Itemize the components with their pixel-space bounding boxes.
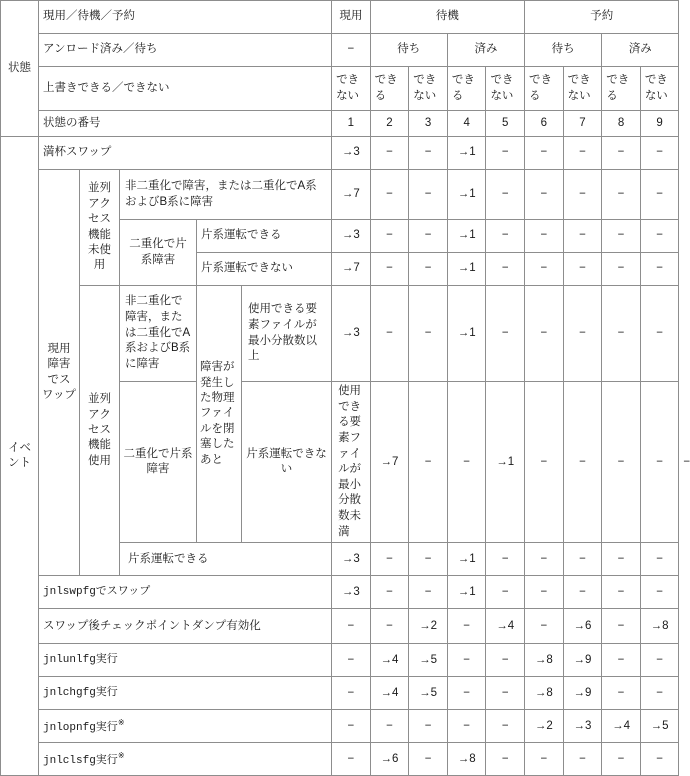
event-label-jnlclsfg [39, 743, 332, 776]
event-row-fail-swap-nondup [1, 170, 679, 220]
cell-r11-c6: →8 [525, 677, 564, 710]
cell-r7-c3: − [409, 543, 448, 576]
header-label-unload: アンロード済み／待ち [39, 34, 332, 67]
event-row-jnlopnfg [1, 710, 679, 743]
cell-r6-c5: − [525, 382, 564, 543]
cell-r1-c4: →1 [447, 137, 486, 170]
event-cond-elem-lt: 使用できる要素ファイルが最小分散数未満 [332, 382, 371, 543]
header-overwrite-5: できない [486, 67, 525, 111]
cell-r8-c4: →1 [447, 576, 486, 609]
cell-r8-c2: − [370, 576, 409, 609]
event-group-fail-swap: 現用障害でスワップ [39, 170, 80, 576]
cell-r8-c6: − [525, 576, 564, 609]
cell-r5-c2: − [370, 286, 409, 382]
cell-r11-c1: − [332, 677, 371, 710]
cell-r5-c7: − [563, 286, 602, 382]
event-row-jnlclsfg [1, 743, 679, 776]
cell-r3-c4: →1 [447, 220, 486, 253]
cell-r8-c5: − [486, 576, 525, 609]
header-unload-machi-1: 待ち [370, 34, 447, 67]
cell-r12-c5: − [486, 710, 525, 743]
cell-r8-c9: − [640, 576, 679, 609]
event-cond-single-ng-used: 片系運転できない [242, 382, 332, 543]
cell-r13-c2: →6 [370, 743, 409, 776]
event-cond-single-ok-bottom: 片系運転できる [120, 543, 332, 576]
cell-r9-c3: →2 [409, 609, 448, 644]
state-number-4: 4 [447, 111, 486, 137]
header-overwrite-6: できる [525, 67, 564, 111]
event-parallel-used: 並列アクセス機能使用 [80, 286, 120, 576]
cell-r9-c5: →4 [486, 609, 525, 644]
cell-r7-c9: − [640, 543, 679, 576]
event-cond-nondup-fail: 非二重化で障害，または二重化でA系およびB系に障害 [120, 170, 332, 220]
cell-r7-c7: − [563, 543, 602, 576]
cell-r11-c3: →5 [409, 677, 448, 710]
event-label-jnlunlfg [39, 644, 332, 677]
header-row-usage [1, 1, 679, 34]
cell-r12-c8: →4 [602, 710, 641, 743]
cell-r8-c7: − [563, 576, 602, 609]
event-cond-single-ng: 片系運転できない [197, 253, 332, 286]
cell-r13-c1: − [332, 743, 371, 776]
cell-r5-c6: − [525, 286, 564, 382]
cell-r5-c9: − [640, 286, 679, 382]
header-group-taiki: 待機 [370, 1, 524, 34]
cell-r12-c4: − [447, 710, 486, 743]
cell-r10-c2: →4 [370, 644, 409, 677]
cell-r2-c5: − [486, 170, 525, 220]
cell-r11-c5: − [486, 677, 525, 710]
cell-r5-c8: − [602, 286, 641, 382]
cell-r12-c2: − [370, 710, 409, 743]
cell-r9-c8: − [602, 609, 641, 644]
header-overwrite-7: できない [563, 67, 602, 111]
cell-r3-c8: − [602, 220, 641, 253]
axis-label-state: 状態 [1, 1, 39, 137]
state-number-2: 2 [370, 111, 409, 137]
cell-r8-c8: − [602, 576, 641, 609]
event-cond-dup-single-fail-used: 二重化で片系障害 [120, 382, 197, 543]
event-label-jnlchgfg [39, 677, 332, 710]
cell-r10-c4: − [447, 644, 486, 677]
cell-r10-c6: →8 [525, 644, 564, 677]
cell-r1-c7: − [563, 137, 602, 170]
cell-r4-c8: − [602, 253, 641, 286]
cell-r4-c5: − [486, 253, 525, 286]
cell-r4-c9: − [640, 253, 679, 286]
header-unload-machi-2: 待ち [525, 34, 602, 67]
state-number-3: 3 [409, 111, 448, 137]
cell-r6-c6: − [563, 382, 602, 543]
header-overwrite-1: できない [332, 67, 371, 111]
event-row-jnlchgfg [1, 677, 679, 710]
cell-r9-c6: − [525, 609, 564, 644]
cell-r10-c3: →5 [409, 644, 448, 677]
cell-r6-c1: →7 [370, 382, 409, 543]
event-label-jnlopnfg-text: jnlopnfg実行 [43, 721, 118, 734]
cell-r2-c1: →7 [332, 170, 371, 220]
event-cond-nondup-fail-used: 非二重化で障害，または二重化でA系およびB系に障害 [120, 286, 197, 382]
cell-r4-c3: − [409, 253, 448, 286]
cell-r11-c8: − [602, 677, 641, 710]
cell-r13-c3: − [409, 743, 448, 776]
cell-r10-c8: − [602, 644, 641, 677]
cell-r7-c1: →3 [332, 543, 371, 576]
cell-r1-c3: − [409, 137, 448, 170]
cell-r6-c3: − [447, 382, 486, 543]
cell-r11-c7: →9 [563, 677, 602, 710]
cell-r10-c9: − [640, 644, 679, 677]
cell-r13-c4: →8 [447, 743, 486, 776]
cell-r12-c3: − [409, 710, 448, 743]
cell-r6-c2: − [409, 382, 448, 543]
cell-r6-c8: − [640, 382, 679, 543]
cell-r5-c3: − [409, 286, 448, 382]
state-number-6: 6 [525, 111, 564, 137]
cell-r2-c4: →1 [447, 170, 486, 220]
event-label-jnlclsfg-text: jnlclsfg実行 [43, 754, 118, 767]
event-row-jnlswpfg [1, 576, 679, 609]
cell-r7-c4: →1 [447, 543, 486, 576]
event-label-ckpt: スワップ後チェックポイントダンプ有効化 [39, 609, 332, 644]
cell-r1-c6: − [525, 137, 564, 170]
cell-r13-c5: − [486, 743, 525, 776]
header-row-unload [1, 34, 679, 67]
event-parallel-unused: 並列アクセス機能未使用 [80, 170, 120, 286]
cell-r7-c8: − [602, 543, 641, 576]
header-row-overwrite [1, 67, 679, 111]
header-overwrite-4: できる [447, 67, 486, 111]
cell-r4-c1: →7 [332, 253, 371, 286]
cell-r3-c5: − [486, 220, 525, 253]
state-number-8: 8 [602, 111, 641, 137]
header-label-usage: 現用／待機／予約 [39, 1, 332, 34]
cell-r13-c7: − [563, 743, 602, 776]
cell-r9-c7: →6 [563, 609, 602, 644]
cell-r5-c1: →3 [332, 286, 371, 382]
header-group-yoyaku: 予約 [525, 1, 679, 34]
header-row-state-number [1, 111, 679, 137]
header-unload-sumi-2: 済み [602, 34, 679, 67]
event-row-full-swap [1, 137, 679, 170]
event-row-ckpt [1, 609, 679, 644]
event-cond-single-ok: 片系運転できる [197, 220, 332, 253]
cell-r13-c6: − [525, 743, 564, 776]
cell-r1-c1: →3 [332, 137, 371, 170]
cell-r3-c9: − [640, 220, 679, 253]
state-number-5: 5 [486, 111, 525, 137]
axis-label-event: イベント [1, 137, 39, 776]
event-cond-after-block: 障害が発生した物理ファイルを閉塞したあと [197, 286, 242, 543]
cell-r1-c5: − [486, 137, 525, 170]
cell-r10-c5: − [486, 644, 525, 677]
state-number-9: 9 [640, 111, 679, 137]
cell-r2-c9: − [640, 170, 679, 220]
state-number-1: 1 [332, 111, 371, 137]
cell-r12-c9: →5 [640, 710, 679, 743]
cell-r1-c8: − [602, 137, 641, 170]
cell-r9-c1: − [332, 609, 371, 644]
cell-r5-c5: − [486, 286, 525, 382]
cell-r1-c2: − [370, 137, 409, 170]
cell-r7-c2: − [370, 543, 409, 576]
header-overwrite-8: できる [602, 67, 641, 111]
cell-r2-c7: − [563, 170, 602, 220]
cell-r3-c6: − [525, 220, 564, 253]
cell-r3-c2: − [370, 220, 409, 253]
cell-r12-c7: →3 [563, 710, 602, 743]
cell-r13-c8: − [602, 743, 641, 776]
event-cond-dup-single-fail: 二重化で片系障害 [120, 220, 197, 286]
event-cond-elem-ge: 使用できる要素ファイルが最小分散数以上 [242, 286, 332, 382]
state-number-7: 7 [563, 111, 602, 137]
cell-r10-c1: − [332, 644, 371, 677]
cell-r11-c4: − [447, 677, 486, 710]
header-overwrite-9: できない [640, 67, 679, 111]
header-unload-dash: − [332, 34, 371, 67]
cell-r3-c3: − [409, 220, 448, 253]
cell-r6-c4: →1 [486, 382, 525, 543]
cell-r4-c7: − [563, 253, 602, 286]
cell-r3-c7: − [563, 220, 602, 253]
cell-r2-c3: − [409, 170, 448, 220]
cell-r3-c1: →3 [332, 220, 371, 253]
event-row-parallel-used-lt: 二重化で片系障害 片系運転できない 使用できる要素ファイルが最小分散数未満 →7 − − →1 − − − − − [1, 382, 679, 543]
cell-r11-c2: →4 [370, 677, 409, 710]
header-group-genyou: 現用 [332, 1, 371, 34]
header-label-overwrite: 上書きできる／できない [39, 67, 332, 111]
cell-r12-c6: →2 [525, 710, 564, 743]
cell-r1-c9: − [640, 137, 679, 170]
header-label-state-number: 状態の番号 [39, 111, 332, 137]
event-row-parallel-used-ge [1, 286, 679, 382]
event-label-full-swap: 満杯スワップ [39, 137, 332, 170]
event-label-jnlchgfg-text: jnlchgfg実行 [43, 687, 118, 700]
cell-r5-c4: →1 [447, 286, 486, 382]
event-label-jnlopnfg [39, 710, 332, 743]
cell-r9-c4: − [447, 609, 486, 644]
cell-r8-c1: →3 [332, 576, 371, 609]
cell-r8-c3: − [409, 576, 448, 609]
cell-r7-c6: − [525, 543, 564, 576]
cell-r9-c9: →8 [640, 609, 679, 644]
header-overwrite-2: できる [370, 67, 409, 111]
cell-r12-c1: − [332, 710, 371, 743]
cell-r4-c2: − [370, 253, 409, 286]
cell-r7-c5: − [486, 543, 525, 576]
cell-r2-c8: − [602, 170, 641, 220]
cell-r2-c2: − [370, 170, 409, 220]
footnote-mark-jnlopnfg: ※ [117, 717, 125, 727]
cell-r2-c6: − [525, 170, 564, 220]
footnote-mark-jnlclsfg: ※ [117, 750, 125, 760]
cell-r10-c7: →9 [563, 644, 602, 677]
event-label-jnlswpfg-text: jnlswpfgでスワップ [43, 586, 151, 599]
cell-r6-c7: − [602, 382, 641, 543]
cell-r9-c2: − [370, 609, 409, 644]
event-label-jnlswpfg [39, 576, 332, 609]
cell-r4-c6: − [525, 253, 564, 286]
cell-r4-c4: →1 [447, 253, 486, 286]
cell-r11-c9: − [640, 677, 679, 710]
cell-r13-c9: − [640, 743, 679, 776]
event-label-jnlunlfg-text: jnlunlfg実行 [43, 654, 118, 667]
header-unload-sumi-1: 済み [447, 34, 524, 67]
header-overwrite-3: できない [409, 67, 448, 111]
event-row-jnlunlfg [1, 644, 679, 677]
